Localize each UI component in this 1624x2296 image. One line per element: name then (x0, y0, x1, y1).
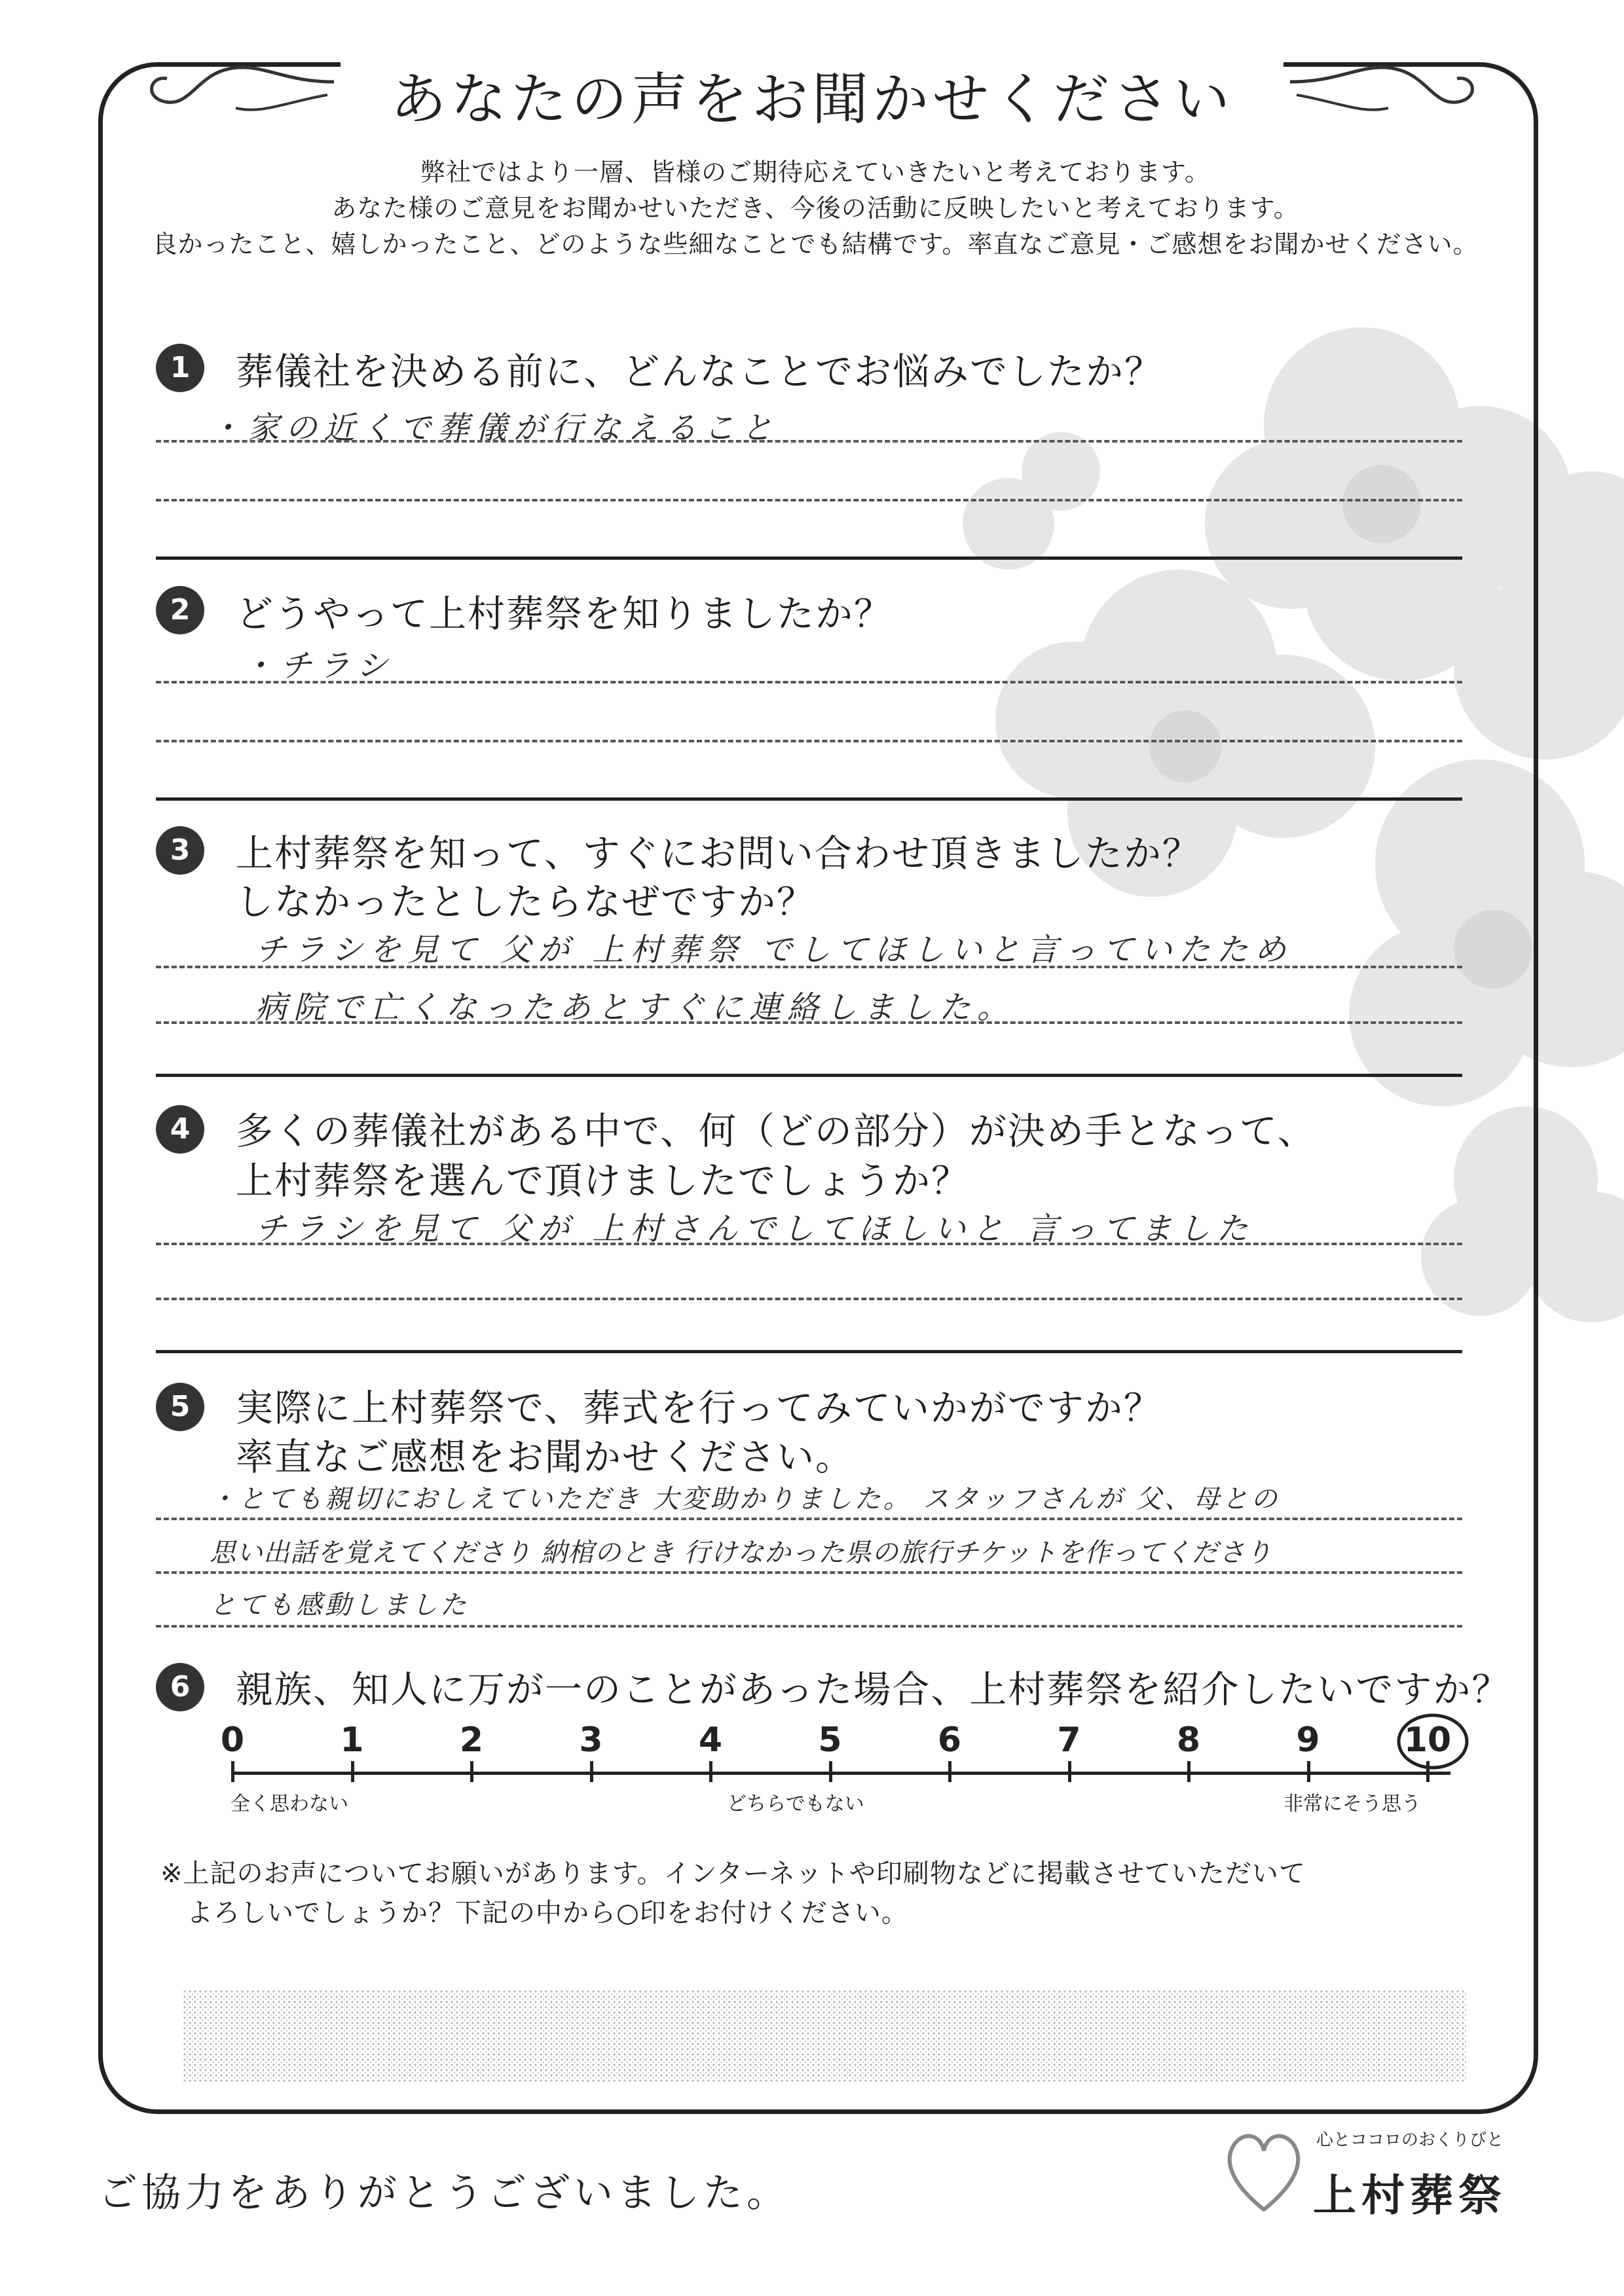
intro-line-1: 弊社ではより一層、皆様のご期待応えていきたいと考えております。 (420, 158, 1210, 187)
answer-line (156, 1298, 1462, 1300)
scale-caption-low: 全く思わない (231, 1793, 348, 1815)
company-logo-name: 上村葬祭 (1313, 2170, 1507, 2221)
answer-5-line-1[interactable]: ・とても親切におしえていただき 大変助かりました。 スタッフさんが 父、母との (210, 1484, 1280, 1514)
logo-tagline: 心とココロのおくりびと (1316, 2130, 1504, 2150)
section-divider (156, 1074, 1462, 1077)
notice-line-2: よろしいでしょうか？下記の中から○印をお付けください。 (187, 1898, 908, 1928)
section-divider (156, 556, 1462, 560)
question-4-text-line-2: 上村葬祭を選んで頂けましたでしょうか？ (236, 1159, 970, 1203)
page-title: あなたの声をお聞かせください (390, 67, 1234, 132)
scale-label-2[interactable]: 2 (459, 1721, 484, 1760)
question-5-number: 5 (156, 1383, 204, 1431)
scale-tick (1068, 1761, 1071, 1782)
question-6-number: 6 (156, 1663, 204, 1711)
scale-caption-high: 非常にそう思う (1283, 1793, 1421, 1815)
notice-line-1: ※上記のお声についてお願いがあります。インターネットや印刷物などに掲載させていただいて (160, 1859, 1306, 1889)
scale-label-3[interactable]: 3 (579, 1721, 603, 1760)
answer-line (156, 740, 1462, 742)
answer-line (156, 1518, 1462, 1520)
scale-label-4[interactable]: 4 (698, 1721, 723, 1760)
scale-tick (590, 1761, 593, 1782)
left-flourish-icon (131, 56, 341, 128)
answer-line (156, 440, 1462, 443)
answer-line (156, 1571, 1462, 1574)
answer-line (156, 1021, 1462, 1024)
question-5-text-line-2: 率直なご感想をお聞かせください。 (236, 1436, 854, 1479)
scale-axis (232, 1772, 1450, 1775)
question-3-text-line-1: 上村葬祭を知って、すぐにお問い合わせ頂きましたか？ (236, 832, 1201, 875)
heart-logo-icon (1218, 2121, 1310, 2219)
question-5-text-line-1: 実際に上村葬祭で、葬式を行ってみていかがですか？ (236, 1387, 1162, 1430)
scale-label-7[interactable]: 7 (1057, 1721, 1081, 1760)
answer-1-line-1[interactable]: ・家の近くで葬儀が行なえること (210, 410, 780, 446)
section-divider (156, 797, 1462, 801)
scale-tick (709, 1761, 712, 1782)
question-4-number: 4 (156, 1105, 204, 1154)
scale-tick (1426, 1761, 1430, 1782)
scale-label-0[interactable]: 0 (220, 1721, 245, 1760)
scale-tick (470, 1761, 473, 1782)
scale-tick (948, 1761, 951, 1782)
scale-caption-mid: どちらでもない (727, 1793, 864, 1815)
answer-2-line-1[interactable]: ・チラシ (242, 647, 395, 684)
answer-4-line-1[interactable]: チラシを見て 父が 上村さんでしてほしいと 言ってました (255, 1211, 1255, 1247)
answer-line (156, 966, 1462, 968)
scale-label-10[interactable]: 10 (1403, 1721, 1452, 1760)
answer-line (156, 1243, 1462, 1245)
question-3-number: 3 (156, 826, 204, 875)
section-divider (156, 1350, 1462, 1353)
intro-line-3: 良かったこと、嬉しかったこと、どのような些細なことでも結構です。率直なご意見・ご感想をお聞かせください。 (152, 230, 1479, 259)
permission-options-area[interactable] (183, 1990, 1467, 2082)
question-1-number: 1 (156, 344, 204, 392)
question-2-text: どうやって上村葬祭を知りましたか？ (236, 592, 893, 636)
scale-tick (1307, 1761, 1310, 1782)
thanks-message: ご協力をありがとうございました。 (98, 2170, 790, 2216)
scale-label-1[interactable]: 1 (340, 1721, 364, 1760)
scale-tick (231, 1761, 234, 1782)
scale-tick (1187, 1761, 1190, 1782)
scale-tick (829, 1761, 832, 1782)
scale-tick (351, 1761, 354, 1782)
intro-line-2: あなた様のご意見をお聞かせいただき、今後の活動に反映したいと考えております。 (331, 194, 1299, 223)
answer-3-line-2[interactable]: 病院で亡くなったあとすぐに連絡しました。 (255, 989, 1016, 1026)
answer-5-line-2[interactable]: 思い出話を覚えてくださり 納棺のとき 行けなかった県の旅行チケットを作ってくださり (210, 1538, 1272, 1568)
answer-5-line-3[interactable]: とても感動しました (210, 1590, 469, 1620)
scale-label-5[interactable]: 5 (818, 1721, 842, 1760)
question-6-text: 親族、知人に万が一のことがあった場合、上村葬祭を紹介したいですか？ (236, 1668, 1511, 1711)
answer-3-line-1[interactable]: チラシを見て 父が 上村葬祭 でしてほしいと言っていたため (255, 932, 1293, 968)
answer-line (156, 1625, 1462, 1628)
question-4-text-line-1: 多くの葬儀社がある中で、何（どの部分）が決め手となって、 (236, 1110, 1316, 1153)
scale-label-8[interactable]: 8 (1176, 1721, 1201, 1760)
question-1-text: 葬儀社を決める前に、どんなことでお悩みでしたか？ (236, 350, 1163, 393)
scale-label-6[interactable]: 6 (937, 1721, 962, 1760)
question-3-text-line-2: しなかったとしたらなぜですか？ (236, 881, 815, 924)
scale-label-9[interactable]: 9 (1296, 1721, 1320, 1760)
question-2-number: 2 (156, 586, 204, 634)
answer-line (156, 681, 1462, 683)
right-flourish-icon (1283, 56, 1493, 128)
answer-line (156, 499, 1462, 501)
